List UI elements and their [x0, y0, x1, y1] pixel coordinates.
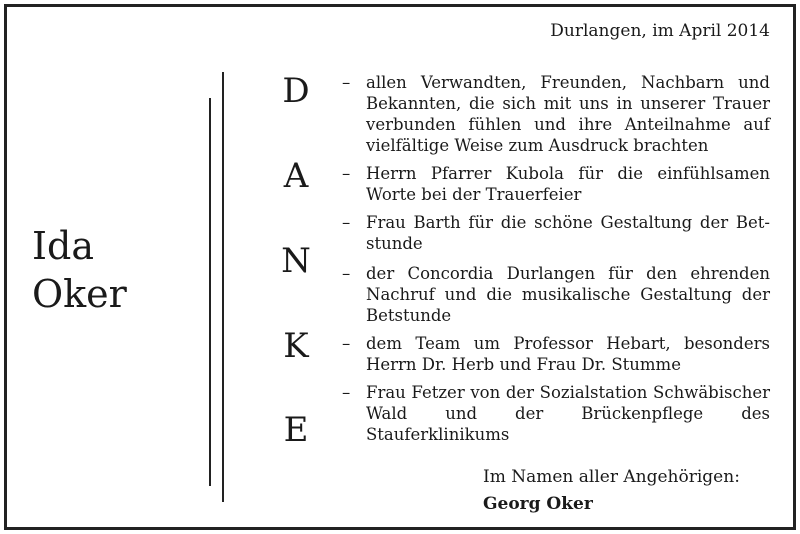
entry-dash: –: [342, 213, 351, 232]
danke-letter-d: D: [282, 71, 310, 111]
thanks-entry: [342, 382, 770, 445]
entry-dash: –: [342, 73, 351, 92]
divider-line-outer: [222, 72, 224, 502]
thanks-entry: [342, 163, 770, 205]
entry-dash: –: [342, 383, 351, 402]
danke-letter-a: A: [283, 156, 309, 196]
entry-text: allen Verwandten, Freunden, Nachbarn und Bekannten, die sich mit uns in unserer Trauer verbunden fühlen und ihre Anteilnahme auf vielfältige Weise zum Ausdruck brachten: [366, 73, 770, 155]
thanks-entry: [342, 263, 770, 326]
first-name: Ida: [32, 224, 94, 268]
deceased-name: [32, 222, 127, 318]
thanks-entry: [342, 212, 770, 254]
entry-dash: –: [342, 164, 351, 183]
entry-text: Frau Barth für die schöne Gestaltung der Betstunde: [366, 213, 770, 253]
danke-letter-n: N: [281, 241, 311, 281]
thanks-entry: [342, 333, 770, 375]
thanks-entry: [342, 72, 770, 156]
last-name: Oker: [32, 272, 127, 316]
dateline: Durlangen, im April 2014: [550, 21, 770, 41]
entry-dash: –: [342, 334, 351, 353]
entry-text: Frau Fetzer von der Sozialstation Schwäbischer Wald und der Brückenpflege des Stauferklinikums: [366, 383, 770, 444]
danke-letter-e: E: [283, 410, 309, 450]
signoff-text: Im Namen aller Angehörigen:: [483, 467, 740, 487]
divider-line-inner: [209, 98, 211, 486]
entry-text: der Concordia Durlangen für den ehrenden Nachruf und die musikalische Gestaltung der Betstunde: [366, 264, 770, 325]
entry-text: Herrn Pfarrer Kubola für die einfühlsamen Worte bei der Trauerfeier: [366, 164, 770, 204]
entry-dash: –: [342, 264, 351, 283]
danke-letter-k: K: [283, 326, 309, 366]
signer-name: Georg Oker: [483, 494, 593, 514]
entry-text: dem Team um Professor Hebart, besonders Herrn Dr. Herb und Frau Dr. Stumme: [366, 334, 770, 374]
